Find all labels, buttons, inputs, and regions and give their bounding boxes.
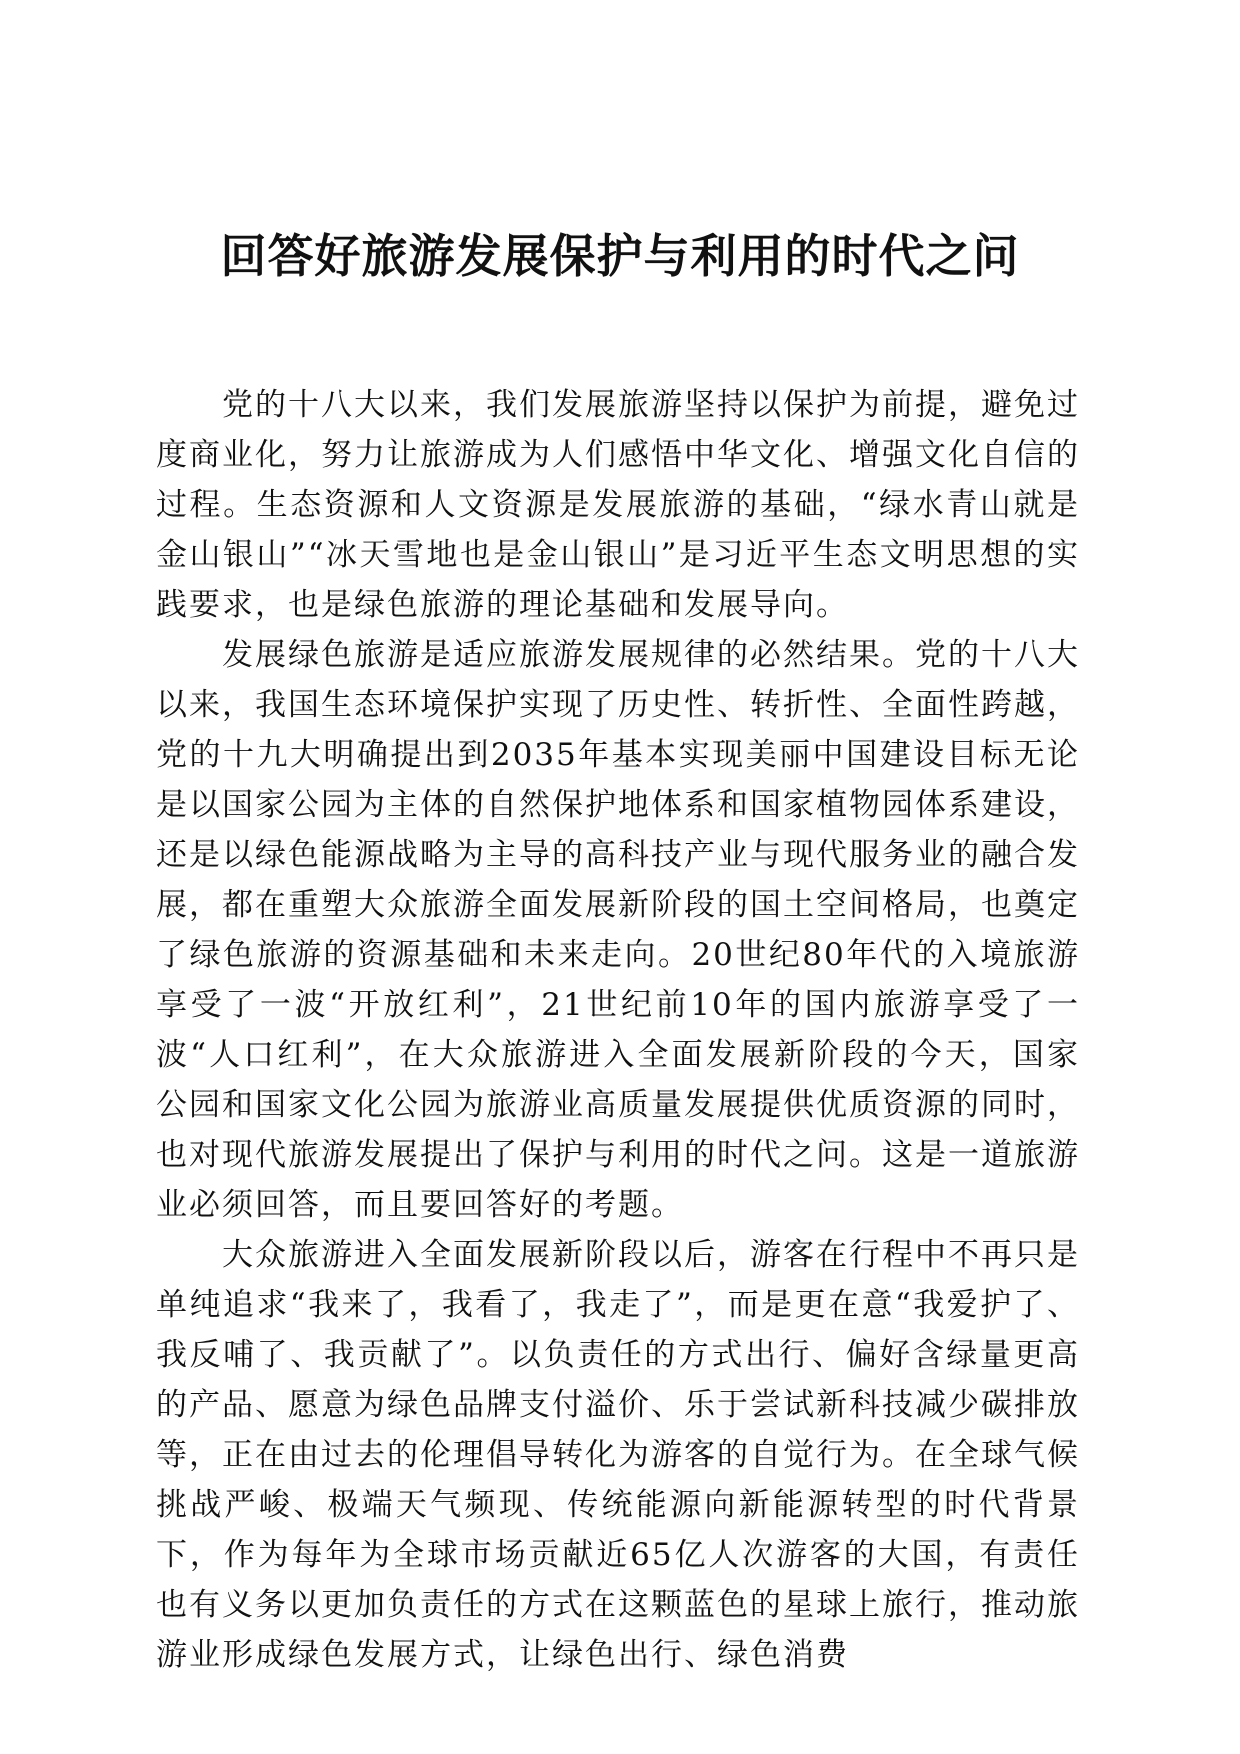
paragraph-1: 党的十八大以来，我们发展旅游坚持以保护为前提，避免过度商业化，努力让旅游成为人们感悟中华文化、增强文化自信的过程。生态资源和人文资源是发展旅游的基础，“绿水青山就是金山银山”“冰天雪地也是金山银山”是习近平生态文明思想的实践要求，也是绿色旅游的理论基础和发展导向。 [156, 387, 1080, 623]
document-body [156, 380, 1080, 1680]
paragraph-3: 大众旅游进入全面发展新阶段以后，游客在行程中不再只是单纯追求“我来了，我看了，我走了”，而是更在意“我爱护了、我反哺了、我贡献了”。以负责任的方式出行、偏好含绿量更高的产品、愿意为绿色品牌支付溢价、乐于尝试新科技减少碳排放等，正在由过去的伦理倡导转化为游客的自觉行为。在全球气候挑战严峻、极端天气频现、传统能源向新能源转型的时代背景下，作为每年为全球市场贡献近65亿人次游客的大国，有责任也有义务以更加负责任的方式在这颗蓝色的星球上旅行，推动旅游业形成绿色发展方式，让绿色出行、绿色消费 [156, 1237, 1080, 1673]
document-title: 回答好旅游发展保护与利用的时代之问 [220, 229, 1020, 283]
paragraph-2: 发展绿色旅游是适应旅游发展规律的必然结果。党的十八大以来，我国生态环境保护实现了历史性、转折性、全面性跨越，党的十九大明确提出到2035年基本实现美丽中国建设目标无论是以国家公园为主体的自然保护地体系和国家植物园体系建设，还是以绿色能源战略为主导的高科技产业与现代服务业的融合发展，都在重塑大众旅游全面发展新阶段的国土空间格局，也奠定了绿色旅游的资源基础和未来走向。20世纪80年代的入境旅游享受了一波“开放红利”，21世纪前10年的国内旅游享受了一波“人口红利”，在大众旅游进入全面发展新阶段的今天，国家公园和国家文化公园为旅游业高质量发展提供优质资源的同时，也对现代旅游发展提出了保护与利用的时代之问。这是一道旅游业必须回答，而且要回答好的考题。 [156, 637, 1080, 1223]
